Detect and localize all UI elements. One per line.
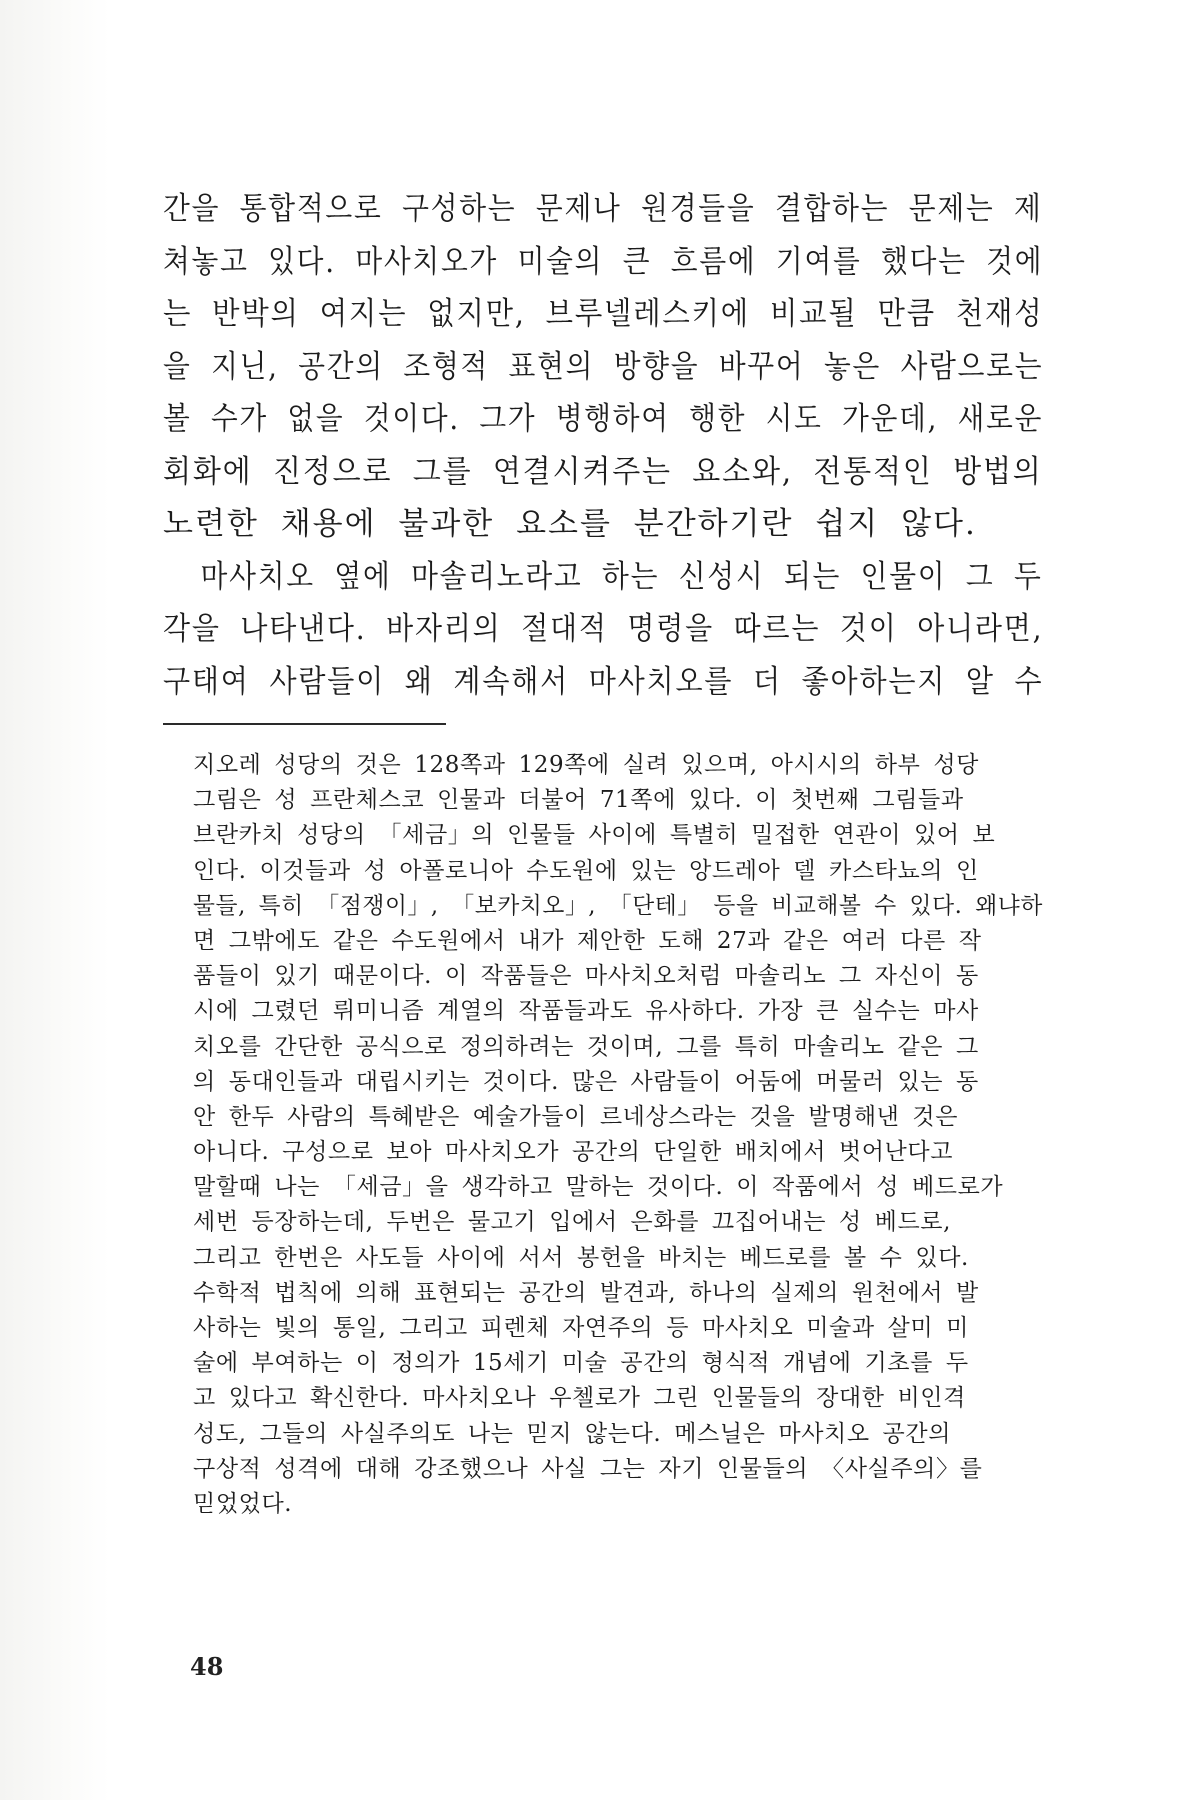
page-number: 48 (190, 1652, 224, 1681)
text-line: 간을 통합적으로 구성하는 문제나 원경들을 결합하는 문제는 제 (163, 191, 1043, 227)
footnote-line: 아니다. 구성으로 보아 마사치오가 공간의 단일한 배치에서 벗어난다고 (193, 1139, 954, 1166)
footnote-line: 품들이 있기 때문이다. 이 작품들은 마사치오처럼 마솔리노 그 자신이 동 (193, 963, 979, 990)
footnote-line: 말할때 나는 「세금」을 생각하고 말하는 것이다. 이 작품에서 성 베드로가 (193, 1174, 1004, 1201)
footnote-line: 그림은 성 프란체스코 인물과 더불어 71쪽에 있다. 이 첫번째 그림들과 (193, 787, 964, 814)
footnote-line: 브란카치 성당의 「세금」의 인물들 사이에 특별히 밀접한 연관이 있어 보 (193, 822, 996, 849)
footnote-line: 지오레 성당의 것은 128쪽과 129쪽에 실려 있으며, 아시시의 하부 성당 (193, 752, 979, 778)
footnote-line: 사하는 빛의 통일, 그리고 피렌체 자연주의 등 마사치오 미술과 살미 미 (193, 1315, 969, 1341)
footnote-line: 의 동대인들과 대립시키는 것이다. 많은 사람들이 어둠에 머물러 있는 동 (193, 1068, 979, 1095)
text-line: 쳐놓고 있다. 마사치오가 미술의 큰 흐름에 기여를 했다는 것에 (163, 243, 1044, 280)
scan-shadow (0, 0, 110, 1800)
footnote-line: 시에 그렸던 뤼미니즘 계열의 작품들과도 유사하다. 가장 큰 실수는 마사 (193, 998, 979, 1025)
footnote-text (193, 748, 1043, 1522)
text-line: 노련한 채용에 불과한 요소를 분간하기란 쉽지 않다. (163, 506, 977, 542)
text-line: 마사치오 옆에 마솔리노라고 하는 신성시 되는 인물이 그 두 (200, 558, 1043, 595)
footnote-line: 술에 부여하는 이 정의가 15세기 미술 공간의 형식적 개념에 기초를 두 (193, 1350, 969, 1377)
main-text (163, 183, 1043, 708)
text-line: 구태여 사람들이 왜 계속해서 마사치오를 더 좋아하는지 알 수 (163, 663, 1044, 700)
text-line: 는 반박의 여지는 없지만, 브루넬레스키에 비교될 만큼 천재성 (163, 296, 1044, 332)
footnote-line: 인다. 이것들과 성 아폴로니아 수도원에 있는 앙드레아 델 카스타뇨의 인 (193, 857, 979, 884)
footnote-line: 물들, 특히 「점쟁이」, 「보카치오」, 「단테」 등을 비교해볼 수 있다. 왜냐하 (193, 892, 1043, 919)
text-line: 회화에 진정으로 그를 연결시켜주는 요소와, 전통적인 방법의 (163, 453, 1043, 490)
footnote-line: 고 있다고 확신한다. 마사치오나 우첼로가 그린 인물들의 장대한 비인격 (193, 1385, 966, 1412)
text-line: 을 지닌, 공간의 조형적 표현의 방향을 바꾸어 놓은 사람으로는 (163, 348, 1044, 385)
footnote-line: 구상적 성격에 대해 강조했으나 사실 그는 자기 인물들의 〈사실주의〉를 (193, 1455, 983, 1482)
footnote-line: 성도, 그들의 사실주의도 나는 믿지 않는다. 메스닐은 마사치오 공간의 (193, 1420, 952, 1447)
footnote-line: 세번 등장하는데, 두번은 물고기 입에서 은화를 끄집어내는 성 베드로, (193, 1209, 952, 1236)
footnote-divider (163, 723, 446, 725)
text-line: 각을 나타낸다. 바자리의 절대적 명령을 따르는 것이 아니라면, (163, 611, 1044, 647)
footnote-line: 안 한두 사람의 특혜받은 예술가들이 르네상스라는 것을 발명해낸 것은 (193, 1103, 959, 1130)
footnote-line: 치오를 간단한 공식으로 정의하려는 것이며, 그를 특히 마솔리노 같은 그 (193, 1033, 979, 1060)
footnote-line: 면 그밖에도 같은 수도원에서 내가 제안한 도해 27과 같은 여러 다른 작 (193, 927, 982, 954)
footnote-line: 수학적 법칙에 의해 표현되는 공간의 발견과, 하나의 실제의 원천에서 발 (193, 1279, 979, 1306)
footnote-line: 그리고 한번은 사도들 사이에 서서 봉헌을 바치는 베드로를 볼 수 있다. (193, 1244, 969, 1271)
text-line: 볼 수가 없을 것이다. 그가 병행하여 행한 시도 가운데, 새로운 (163, 401, 1044, 437)
footnote-line: 믿었었다. (193, 1490, 293, 1517)
